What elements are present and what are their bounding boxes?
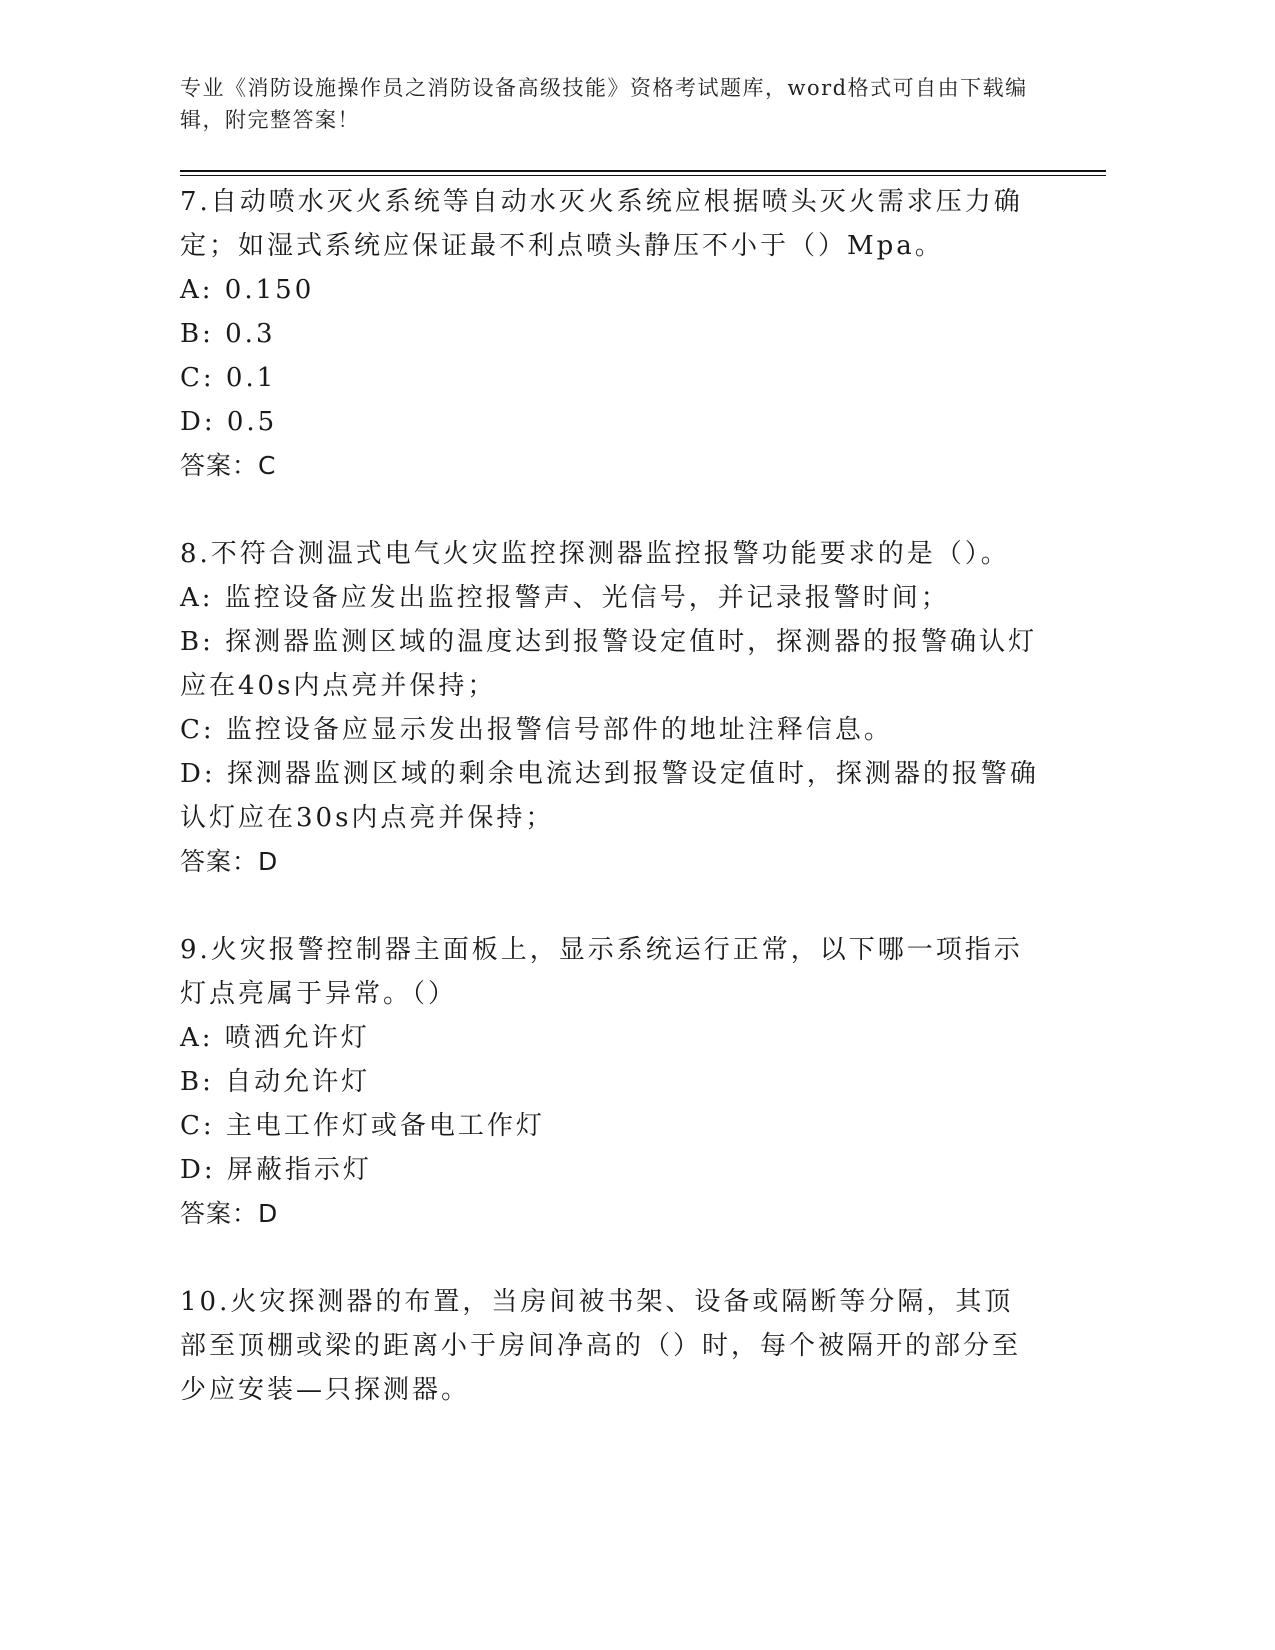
question-9 [180,928,1040,1236]
answer: 答案：D [180,1199,279,1228]
option-d: D: 探测器监测区域的剩余电流达到报警设定值时，探测器的报警确认灯应在30s内点亮并保持； [180,759,1039,833]
question-8 [180,532,1040,884]
option-a: A: 0.150 [180,275,315,305]
question-10 [180,1280,1040,1412]
answer: 答案：C [180,451,277,480]
question-gap [180,488,1040,532]
question-7 [180,180,1040,488]
question-list [180,180,1040,1412]
option-a: A: 监控设备应发出监控报警声、光信号，并记录报警时间； [180,583,950,613]
header-rule-thick [180,170,1106,172]
question-stem: 7.自动喷水灭火系统等自动水灭火系统应根据喷头灭火需求压力确定；如湿式系统应保证最不利点喷头静压不小于（）Mpa。 [180,187,1023,261]
option-c: C: 主电工作灯或备电工作灯 [180,1111,545,1141]
option-b: B: 探测器监测区域的温度达到报警设定值时，探测器的报警确认灯应在40s内点亮并保持； [180,627,1038,701]
page-header: 专业《消防设施操作员之消防设备高级技能》资格考试题库，word格式可自由下载编辑，附完整答案！ [180,76,1028,132]
answer: 答案：D [180,847,279,876]
question-stem: 8.不符合测温式电气火灾监控探测器监控报警功能要求的是（）。 [180,539,1010,569]
option-b: B: 0.3 [180,319,276,349]
question-gap [180,1236,1040,1280]
header-rule-thin [180,175,1106,176]
option-c: C: 监控设备应显示发出报警信号部件的地址注释信息。 [180,715,893,745]
question-stem: 9.火灾报警控制器主面板上，显示系统运行正常，以下哪一项指示灯点亮属于异常。（） [180,935,1023,1009]
option-d: D: 屏蔽指示灯 [180,1155,372,1185]
question-gap [180,884,1040,928]
option-d: D: 0.5 [180,407,278,437]
option-b: B: 自动允许灯 [180,1067,371,1097]
option-a: A: 喷洒允许灯 [180,1023,370,1053]
option-c: C: 0.1 [180,363,277,393]
question-stem: 10.火灾探测器的布置，当房间被书架、设备或隔断等分隔，其顶部至顶棚或梁的距离小于房间净高的（）时，每个被隔开的部分至少应安装—只探测器。 [180,1287,1022,1405]
